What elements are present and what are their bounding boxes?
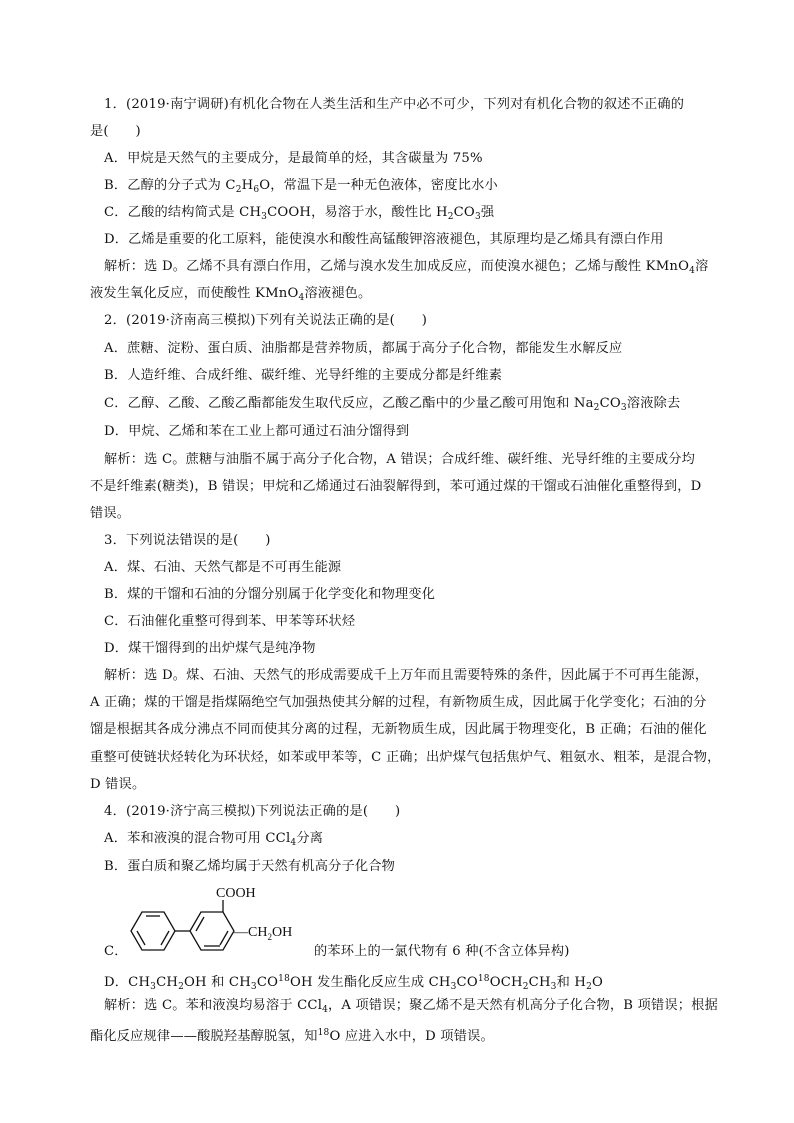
q4-option-c-label: C． <box>104 944 128 959</box>
benzene-ring-left <box>131 912 175 950</box>
q2-answer-line2: 不是纤维素(糖类)，B 错误；甲烷和乙烯通过石油裂解得到，苯可通过煤的干馏或石油催化重整得到，D <box>90 479 702 494</box>
q3-answer-line2: A 正确；煤的干馏是指煤隔绝空气加强热使其分解的过程，有新物质生成，因此属于化学变化；石油的分 <box>90 695 707 710</box>
q4-answer-line1: 解析：选 C。苯和液溴均易溶于 CCl$_4$，A 项错误；聚乙烯不是天然有机高分子化合物，B 项错误；根据 <box>104 998 718 1015</box>
q3-option-c: C．石油催化重整可得到苯、甲苯等环状烃 <box>104 614 356 629</box>
q3-option-a: A．煤、石油、天然气都是不可再生能源 <box>104 560 342 575</box>
benzene-ring-right <box>190 912 234 950</box>
q1-option-a: A．甲烷是天然气的主要成分，是最简单的烃，其含碳量为 75% <box>104 151 483 166</box>
q1-answer-line1: 解析：选 D。乙烯不具有漂白作用，乙烯与溴水发生加成反应，而使溴水褪色；乙烯与酸性 KMnO$_4$溶 <box>104 259 709 276</box>
q2-option-b: B．人造纤维、合成纤维、碳纤维、光导纤维的主要成分都是纤维素 <box>104 368 503 383</box>
q1-stem-line2: 是( ) <box>90 124 141 139</box>
ch2oh-label: $—CH_2OH$ <box>234 925 293 942</box>
q3-answer-line3: 馏是根据其各成分沸点不同而使其分离的过程，无新物质生成，因此属于物理变化，B 正确；石油的催化 <box>90 722 707 737</box>
q3-answer-line1: 解析：选 D。煤、石油、天然气的形成需要成千上万年而且需要特殊的条件，因此属于不可再生能源， <box>104 668 709 683</box>
q1-stem-line1: 1．(2019·南宁调研)有机化合物在人类生活和生产中必不可少，下列对有机化合物的叙述不正确的 <box>104 97 685 112</box>
q1-option-d: D．乙烯是重要的化工原料，能使溴水和酸性高锰酸钾溶液褪色，其原理均是乙烯具有漂白作用 <box>104 232 664 247</box>
cooh-label: COOH <box>216 886 256 901</box>
q4-option-c-text: 的苯环上的一氯代物有 6 种(不含立体异构) <box>314 944 570 959</box>
q3-answer-line5: D 错误。 <box>90 777 146 792</box>
q4-answer-line2: 酯化反应规律——酸脱羟基醇脱氢，知$^{18}$O 应进入水中，D 项错误。 <box>90 1028 494 1044</box>
q3-answer-line4: 重整可使链状烃转化为环状烃，如苯或甲苯等，C 正确；出炉煤气包括焦炉气、粗氨水、粗苯，是混合物， <box>90 750 721 765</box>
q2-option-c: C．乙醇、乙酸、乙酸乙酯都能发生取代反应，乙酸乙酯中的少量乙酸可用饱和 $Na_2CO_3$溶液除去 <box>104 396 681 413</box>
q2-stem: 2．(2019·济南高三模拟)下列有关说法正确的是( ) <box>104 313 428 328</box>
q4-option-d: D．$CH_3CH_2OH$ 和 $CH_3CO^{18}OH$ 发生酯化反应生成 $CH_3CO^{18}OCH_2CH_3$和 $H_2O$ <box>104 974 604 992</box>
q1-answer-line2: 液发生氧化反应，而使酸性 KMnO$_4$溶液褪色。 <box>90 286 372 303</box>
biphenyl-structure-diagram <box>120 883 320 959</box>
q2-answer-line1: 解析：选 C。蔗糖与油脂不属于高分子化合物，A 错误；合成纤维、碳纤维、光导纤维的主要成分均 <box>104 452 696 467</box>
q4-option-a: A．苯和液溴的混合物可用 CCl$_4$分离 <box>104 831 324 848</box>
q4-stem: 4．(2019·济宁高三模拟)下列说法正确的是( ) <box>104 804 401 819</box>
q4-option-b: B．蛋白质和聚乙烯均属于天然有机高分子化合物 <box>104 859 396 874</box>
q3-stem: 3．下列说法错误的是( ) <box>104 533 271 548</box>
q1-option-b: B．乙醇的分子式为 $C_2H_6O$，常温下是一种无色液体，密度比水小 <box>104 178 498 195</box>
q1-option-c: C．乙酸的结构简式是 $CH_3COOH$，易溶于水，酸性比 $H_2CO_3$强 <box>104 205 495 222</box>
q2-option-d: D．甲烷、乙烯和苯在工业上都可通过石油分馏得到 <box>104 424 410 439</box>
q2-answer-line3: 错误。 <box>90 506 131 521</box>
q3-option-b: B．煤的干馏和石油的分馏分别属于化学变化和物理变化 <box>104 587 436 602</box>
q2-option-a: A．蔗糖、淀粉、蛋白质、油脂都是营养物质，都属于高分子化合物，都能发生水解反应 <box>104 341 623 356</box>
q3-option-d: D．煤干馏得到的出炉煤气是纯净物 <box>104 641 316 656</box>
